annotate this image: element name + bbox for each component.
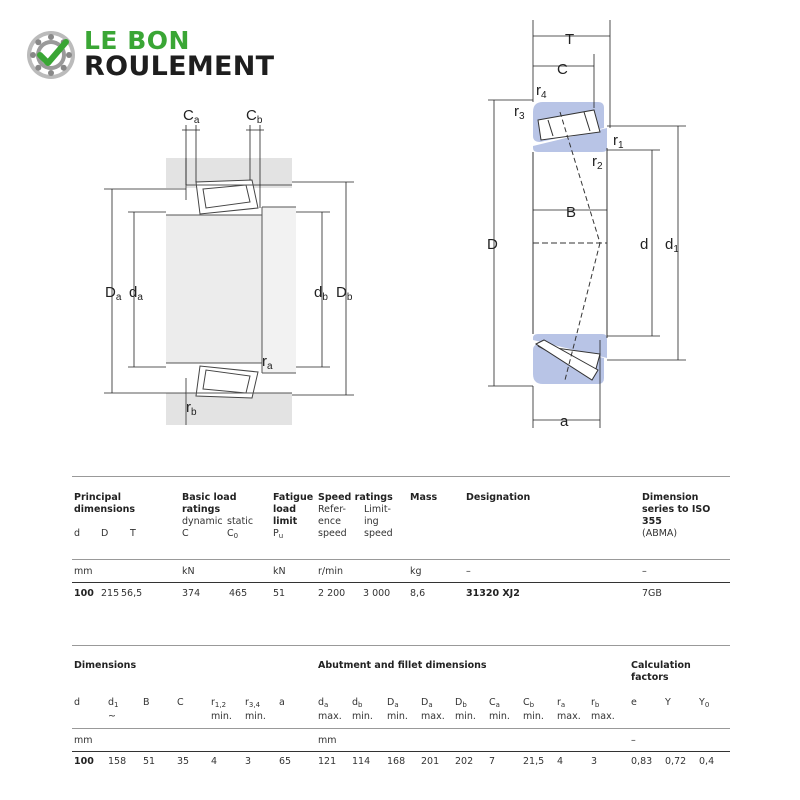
val2-Ca: 7	[489, 756, 496, 767]
hdr-lim-speed: Limit- ing speed	[364, 504, 393, 539]
hdr-mass: Mass	[410, 492, 438, 503]
label-C: C	[557, 61, 568, 78]
sym2-d: d	[74, 697, 81, 708]
val-C: 374	[182, 588, 201, 599]
val-D: 215	[101, 588, 120, 599]
unit-series: –	[642, 566, 647, 577]
label-da: $d_a$	[129, 284, 143, 303]
label-rb: $r_b$	[186, 399, 197, 418]
val2-a: 65	[279, 756, 292, 767]
label-Da: $D_a$	[105, 284, 122, 303]
unit-dims: mm	[74, 566, 93, 577]
sym-Pu: $P_u$	[273, 528, 284, 540]
sym2-Ca: $C_a$ min.	[489, 697, 510, 722]
label-T: T	[565, 31, 575, 48]
sym2-Da-min: $D_a$ min.	[387, 697, 408, 722]
unit-designation: –	[466, 566, 471, 577]
sym2-db: $d_b$ min.	[352, 697, 373, 722]
hdr-principal: Principal dimensions	[74, 492, 136, 515]
sym2-Y0: $Y_0$	[699, 697, 710, 709]
sym2-rb: $r_b$ max.	[591, 697, 615, 722]
hdr-speed: Speed ratings	[318, 492, 393, 503]
unit2-dims: mm	[74, 735, 93, 746]
label-cb: $C_b$	[246, 107, 263, 126]
val2-Cb: 21,5	[523, 756, 545, 767]
label-r1: $r_1$	[613, 132, 624, 151]
hdr-dynamic: dynamic	[182, 516, 223, 527]
unit-mass: kg	[410, 566, 422, 577]
val-d: 100	[74, 588, 94, 599]
val-ref-speed: 2 200	[318, 588, 346, 599]
val2-B: 51	[143, 756, 156, 767]
sym2-ra: $r_a$ max.	[557, 697, 581, 722]
val-C0: 465	[229, 588, 248, 599]
val2-r12: 4	[211, 756, 218, 767]
val2-d1: 158	[108, 756, 127, 767]
val2-Da-max: 201	[421, 756, 440, 767]
sym2-Y: Y	[665, 697, 671, 708]
val2-db: 114	[352, 756, 371, 767]
label-d: d	[640, 236, 649, 253]
val-series: 7GB	[642, 588, 662, 599]
label-db: $d_b$	[314, 284, 328, 303]
brand-line1: LE BON	[84, 26, 190, 55]
hdr-abma: (ABMA)	[642, 528, 678, 539]
sym2-a: a	[279, 697, 285, 708]
label-r4: $r_4$	[536, 82, 547, 101]
label-d1: $d_1$	[665, 236, 679, 255]
unit-speed: r/min	[318, 566, 344, 577]
val2-e: 0,83	[631, 756, 653, 767]
val-T: 56,5	[121, 588, 143, 599]
val2-Da-min: 168	[387, 756, 406, 767]
unit-fatigue: kN	[273, 566, 286, 577]
sym-C: C	[182, 528, 189, 539]
sym2-Cb: $C_b$ min.	[523, 697, 544, 722]
sym2-da: $d_a$ max.	[318, 697, 342, 722]
hdr-basic: Basic load ratings	[182, 492, 237, 515]
label-a: a	[560, 413, 569, 430]
unit-loads: kN	[182, 566, 195, 577]
sym2-C: C	[177, 697, 184, 708]
hdr-series: Dimension series to ISO 355	[642, 492, 711, 527]
val-Pu: 51	[273, 588, 286, 599]
sym2-d1: $d_1$ ~	[108, 697, 119, 722]
brand-line2: ROULEMENT	[84, 51, 275, 82]
sym2-Db: $D_b$ min.	[455, 697, 476, 722]
val2-Db: 202	[455, 756, 474, 767]
val2-rb: 3	[591, 756, 598, 767]
unit2-calc: –	[631, 735, 636, 746]
val2-r34: 3	[245, 756, 252, 767]
label-r2: $r_2$	[592, 153, 603, 172]
sym2-r34: $r_{3,4}$ min.	[245, 697, 266, 722]
val2-ra: 4	[557, 756, 564, 767]
hdr-designation: Designation	[466, 492, 531, 503]
sym2-e: e	[631, 697, 637, 708]
val2-C: 35	[177, 756, 190, 767]
val-mass: 8,6	[410, 588, 426, 599]
hdr-calc: Calculation factors	[631, 660, 691, 683]
val2-Y0: 0,4	[699, 756, 715, 767]
hdr-static: static	[227, 516, 254, 527]
label-Db: $D_b$	[336, 284, 353, 303]
unit2-abutment: mm	[318, 735, 337, 746]
sym-C0: $C_0$	[227, 528, 239, 540]
hdr-dimensions: Dimensions	[74, 660, 137, 671]
hdr-ref-speed: Refer- ence speed	[318, 504, 347, 539]
sym2-r12: $r_{1,2}$ min.	[211, 697, 232, 722]
hdr-abutment: Abutment and fillet dimensions	[318, 660, 487, 671]
label-ca: $C_a$	[183, 107, 200, 126]
val2-Y: 0,72	[665, 756, 687, 767]
sym-d: d	[74, 528, 81, 539]
val2-d: 100	[74, 756, 94, 767]
sym2-Da-max: $D_a$ max.	[421, 697, 445, 722]
label-D: D	[487, 236, 498, 253]
sym-D: D	[101, 528, 109, 539]
sym2-B: B	[143, 697, 150, 708]
val-lim-speed: 3 000	[363, 588, 391, 599]
val2-da: 121	[318, 756, 337, 767]
val-designation: 31320 XJ2	[466, 588, 520, 599]
label-ra: $r_a$	[262, 353, 273, 372]
label-B: B	[566, 204, 577, 221]
hdr-fatigue: Fatigue load limit	[273, 492, 314, 527]
label-r3: $r_3$	[514, 103, 525, 122]
sym-T: T	[130, 528, 136, 539]
